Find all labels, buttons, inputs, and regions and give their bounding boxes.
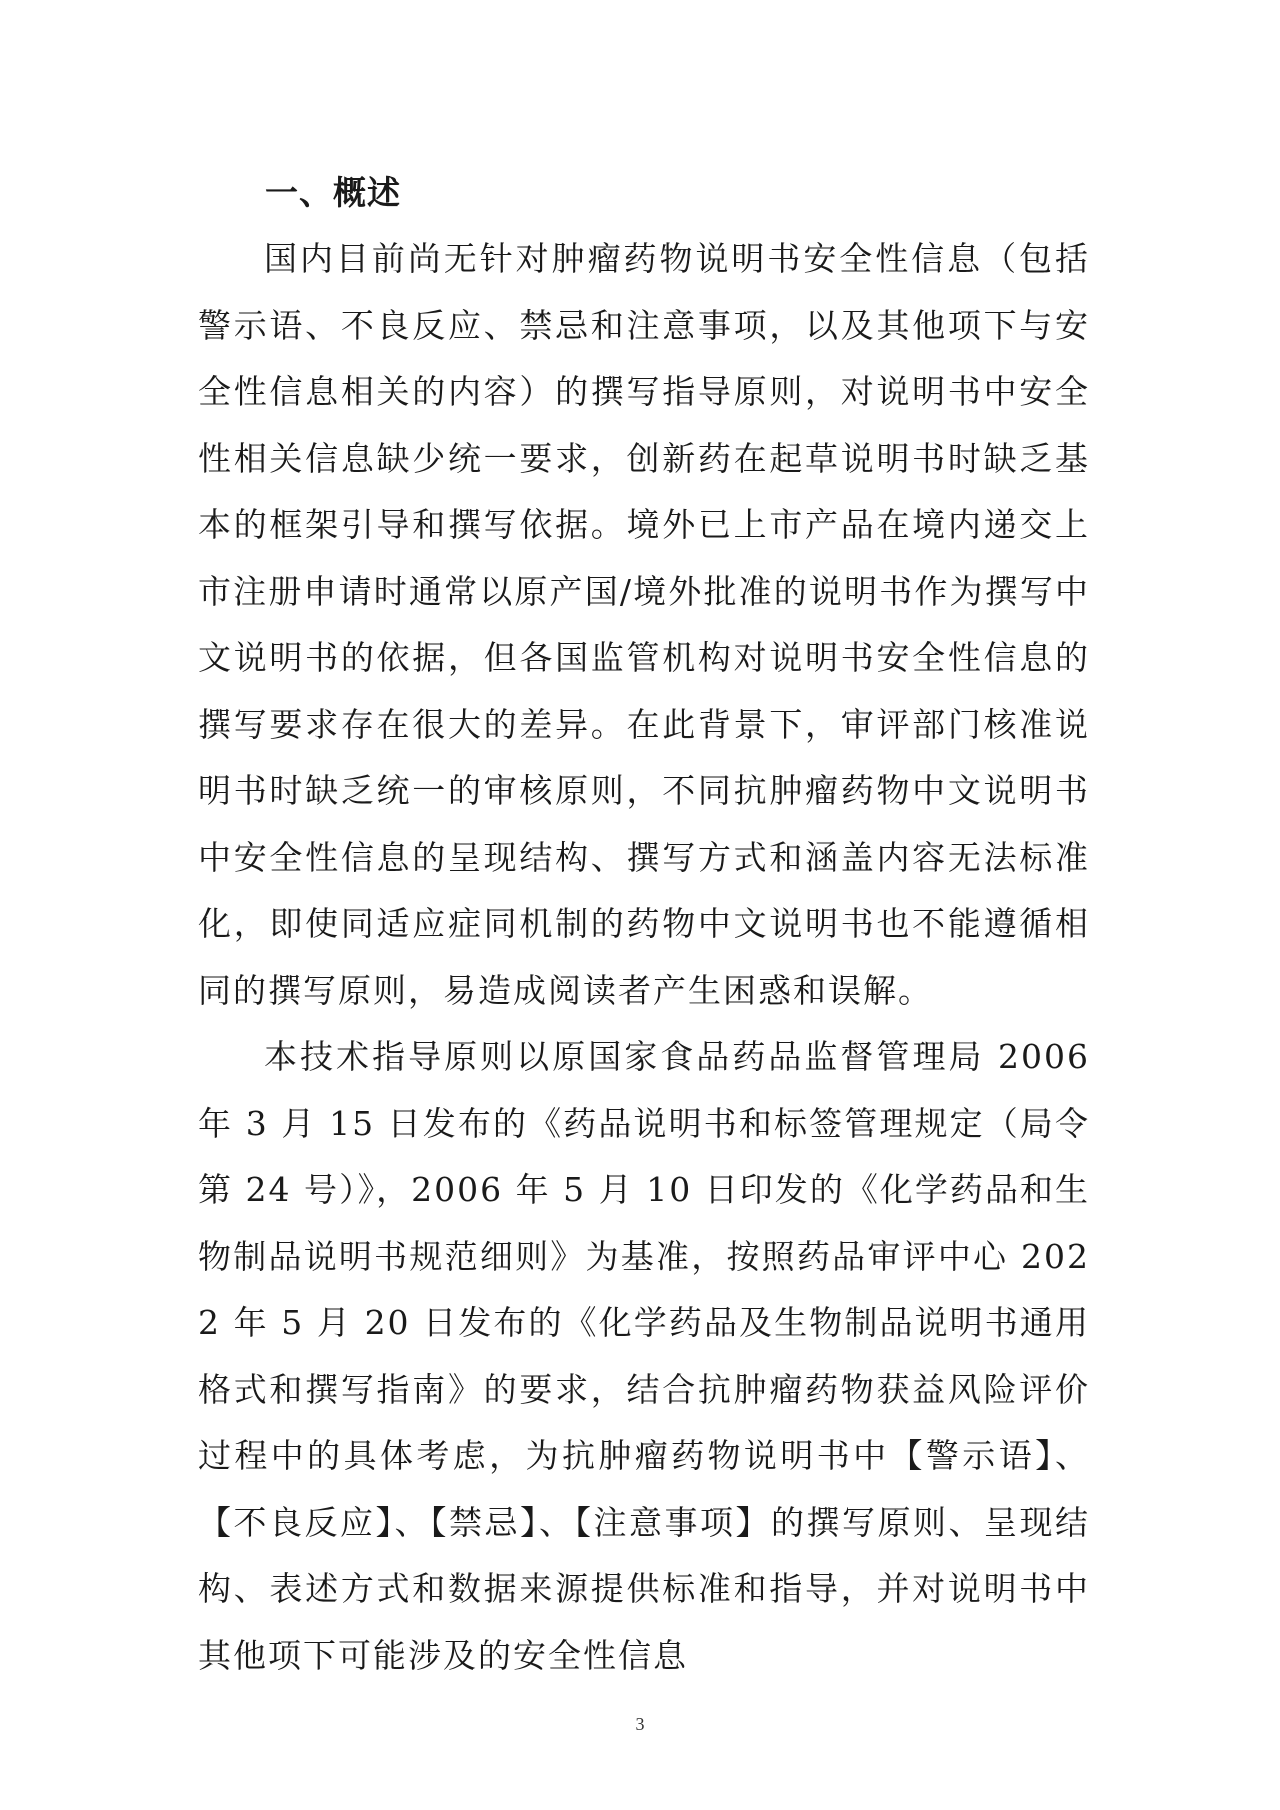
paragraph-overview: 国内目前尚无针对肿瘤药物说明书安全性信息（包括警示语、不良反应、禁忌和注意事项，以及其他项下与安全性信息相关的内容）的撰写指导原则，对说明书中安全性相关信息缺少统一要求，创新药在起草说明书时缺乏基本的框架引导和撰写依据。境外已上市产品在境内递交上市注册申请时通常以原产国/境外批准的说明书作为撰写中文说明书的依据，但各国监管机构对说明书安全性信息的撰写要求存在很大的差异。在此背景下，审评部门核准说明书时缺乏统一的审核原则，不同抗肿瘤药物中文说明书中安全性信息的呈现结构、撰写方式和涵盖内容无法标准化，即使同适应症同机制的药物中文说明书也不能遵循相同的撰写原则，易造成阅读者产生困惑和误解。 [198, 239, 1090, 1010]
paragraph-basis: 本技术指导原则以原国家食品药品监督管理局 2006 年 3 月 15 日发布的《药品说明书和标签管理规定（局令第 24 号）》，2006 年 5 月 10 日印发的《化学药品和生物制品说明书规范细则》为基准，按照药品审评中心 2022 年 5 月 20 日发布的《化学药品及生物制品说明书通用格式和撰写指南》的要求，结合抗肿瘤药物获益风险评价过程中的具体考虑，为抗肿瘤药物说明书中【警示语】、【不良反应】、【禁忌】、【注意事项】的撰写原则、呈现结构、表述方式和数据来源提供标准和指导，并对说明书中其他项下可能涉及的安全性信息 [198, 1037, 1090, 1675]
document-page [198, 160, 1090, 1689]
section-heading: 一、概述 [265, 173, 401, 212]
page-number: 3 [635, 1714, 645, 1734]
